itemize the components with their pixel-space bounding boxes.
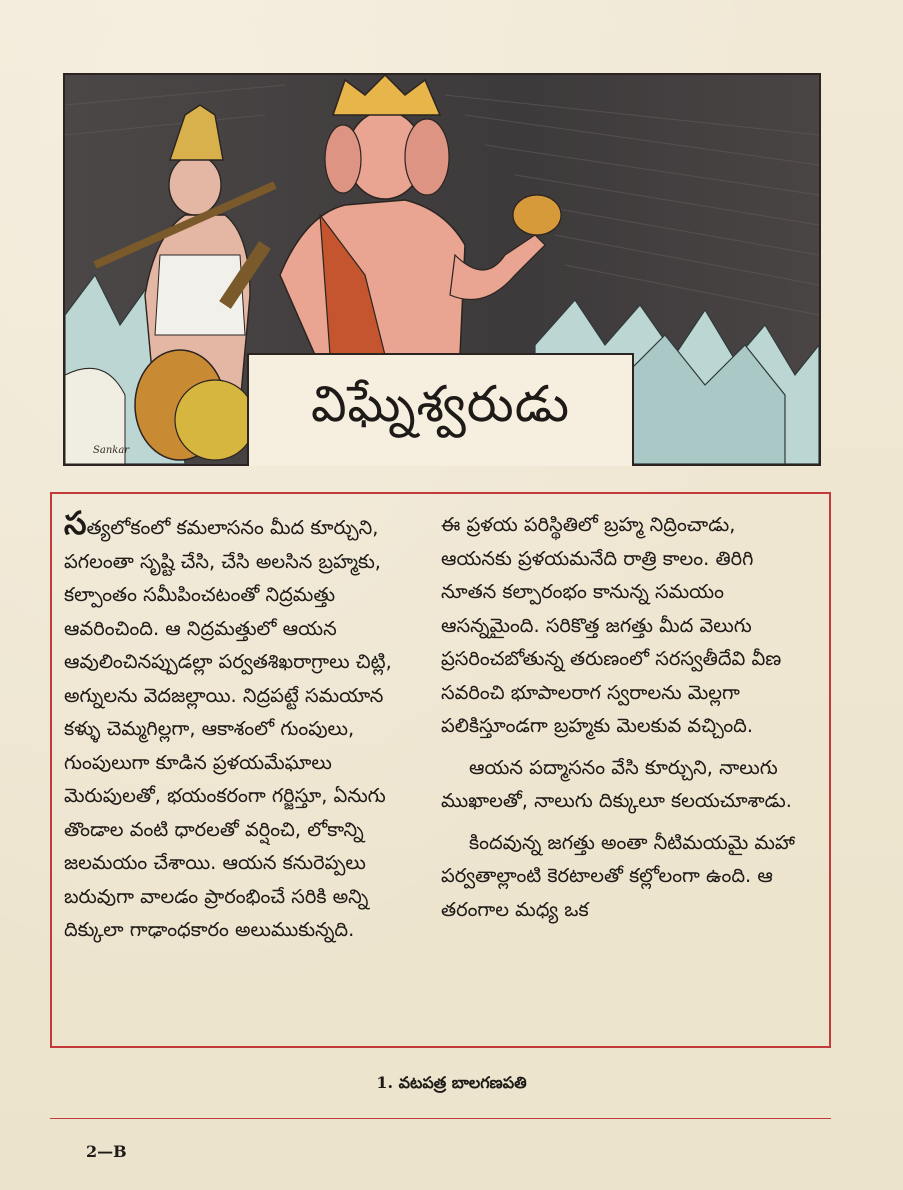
right-paragraph-3: కిందవున్న జగత్తు అంతా నీటిమయమై మహా పర్వతాల్లాంటి కెరటాలతో కల్లోలంగా ఉంది. ఆ తరంగాల మధ్య ఒక: [441, 830, 795, 921]
left-paragraph-text: త్యలోకంలో కమలాసనం మీద కూర్చుని, పగలంతా సృష్టి చేసి, చేసి అలసిన బ్రహ్మకు, కల్పాంతం సమీపించటంతో నిద్రమత్తు ఆవరించింది. ఆ నిద్రమత్తులో ఆయన ఆవులించినప్పుడల్లా పర్వతశిఖరాగ్రాలు చిట్లి, అగ్నులను వెదజల్లాయి. నిద్రపట్టే సమయాన కళ్ళు చెమ్మగిల్లగా, ఆకాశంలో గుంపులు, గుంపులుగా కూడిన ప్రళయమేఘాలు మెరుపులతో, భయంకరంగా గర్జిస్తూ, ఏనుగు తొండాల వంటి ధారలతో వర్షించి, లోకాన్ని జలమయం చేశాయి. ఆయన కనురెప్పలు బరువుగా వాలడం ప్రారంభించే సరికి అన్ని దిక్కులా గాఢాంధకారం అలుముకున్నది.: [64, 516, 392, 941]
footer-rule: [50, 1118, 831, 1119]
artist-signature: Sankar: [93, 445, 130, 456]
right-paragraph-1: ఈ ప్రళయ పరిస్థితిలో బ్రహ్మ నిద్రించాడు, ఆయనకు ప్రళయమనేది రాత్రి కాలం. తిరిగి నూతన కల్పారంభం కానున్న సమయం ఆసన్నమైంది. సరికొత్త జగత్తు మీద వెలుగు ప్రసరించబోతున్న తరుణంలో సరస్వతీదేవి వీణ సవరించి భూపాలరాగ స్వరాలను మెల్లగా పలికిస్తూండగా బ్రహ్మకు మెలకువ వచ్చింది.: [441, 513, 782, 737]
title-box: [247, 353, 634, 466]
right-column: [441, 508, 801, 934]
story-text-frame: [50, 492, 831, 1048]
drop-cap: స: [64, 504, 87, 542]
left-column: [64, 504, 424, 955]
left-paragraph: [64, 504, 424, 947]
page-title: విఘ్నేశ్వరుడు: [311, 375, 570, 433]
section-caption: 1. వటపత్ర బాలగణపతి: [376, 1073, 527, 1092]
page-number: 2—B: [86, 1142, 127, 1161]
right-paragraph-2: ఆయన పద్మాసనం వేసి కూర్చుని, నాలుగు ముఖాలతో, నాలుగు దిక్కులూ కలయచూశాడు.: [441, 755, 792, 812]
